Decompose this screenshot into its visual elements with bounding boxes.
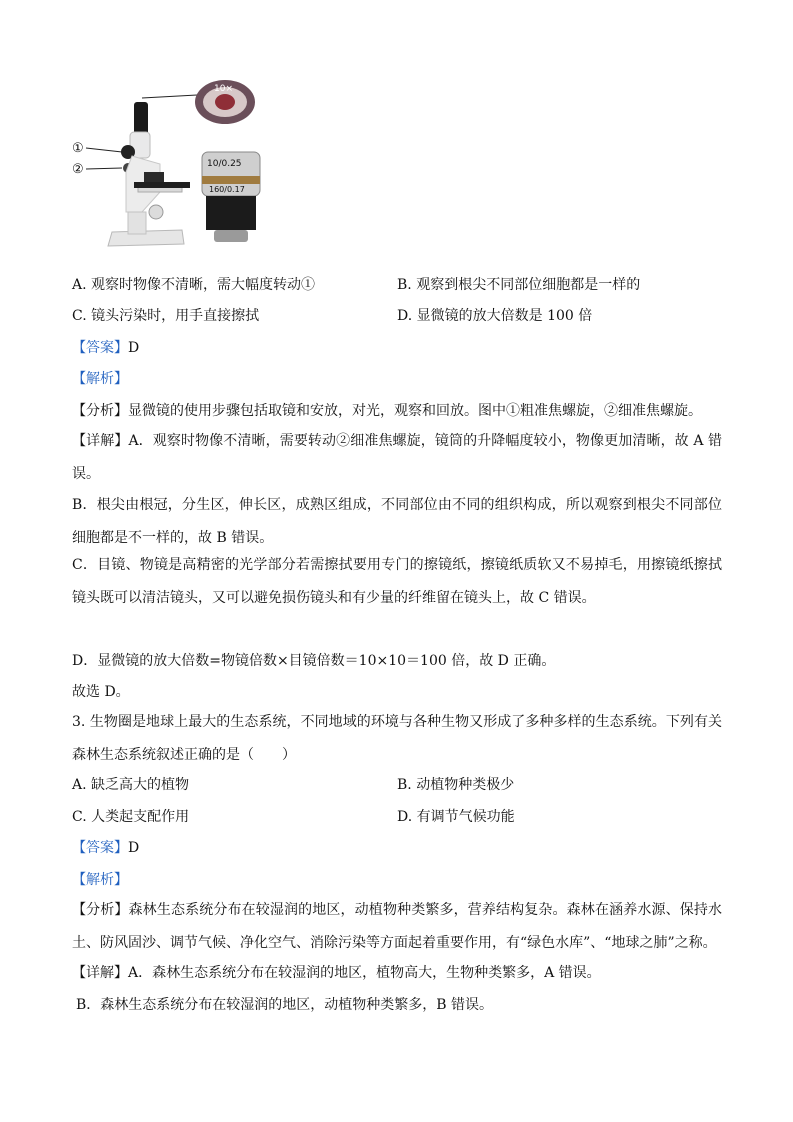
q3-answer-line (72, 838, 139, 858)
q3-option-c: C. 人类起支配作用 (72, 809, 190, 825)
xiangjie-tag: 【详解】 (72, 965, 128, 981)
xiangjie-text: A．森林生态系统分布在较湿润的地区，植物高大，生物种类繁多，A 错误。 (128, 965, 601, 981)
objective-inset (202, 152, 260, 242)
q2-option-c: C. 镜头污染时，用手直接擦拭 (72, 308, 260, 324)
answer-tag: 【答案】 (72, 340, 128, 356)
q3-option-d: D. 有调节气候功能 (397, 809, 515, 825)
q3-option-a: A. 缺乏高大的植物 (72, 777, 190, 793)
answer-tag: 【答案】 (72, 840, 128, 856)
q3-para-b: B．森林生态系统分布在较湿润的地区，动植物种类繁多，B 错误。 (76, 997, 494, 1013)
objective-label-1: 10/0.25 (207, 159, 242, 169)
q2-option-a: A. 观察时物像不清晰，需大幅度转动① (72, 277, 316, 293)
microscope-icon (108, 102, 190, 246)
q2-para-c: C．目镜、物镜是高精密的光学部分若需擦拭要用专门的擦镜纸，擦镜纸质软又不易掉毛，用擦镜纸擦拭镜头既可以清洁镜头，又可以避免损伤镜头和有少量的纤维留在镜头上，故 C 错误。 (72, 557, 722, 606)
marker-1: ① (72, 141, 84, 156)
q2-option-d: D. 显微镜的放大倍数是 100 倍 (397, 308, 593, 324)
fenxi-tag: 【分析】 (72, 902, 129, 918)
fenxi-text: 森林生态系统分布在较湿润的地区，动植物种类繁多，营养结构复杂。森林在涵养水源、保持水土、防风固沙、调节气候、净化空气、消除污染等方面起着重要作用，有“绿色水库”、“地球之肺”之称。 (72, 902, 723, 951)
marker-2: ② (72, 162, 84, 177)
xiangjie-text: A．观察时物像不清晰，需要转动②细准焦螺旋，镜筒的升降幅度较小，物像更加清晰，故 A 错误。 (72, 433, 723, 482)
microscope-figure (72, 72, 272, 252)
xiangjie-tag: 【详解】 (72, 433, 129, 449)
q2-fenxi-line (72, 401, 702, 421)
q3-xiangjie-line (72, 963, 601, 983)
answer-value: D (128, 840, 140, 856)
q2-jiexi-line (72, 369, 128, 389)
jiexi-tag: 【解析】 (72, 371, 128, 387)
q2-xiangjie-para (72, 425, 722, 491)
objective-label-2: 160/0.17 (209, 185, 245, 194)
answer-value: D (128, 340, 140, 356)
q2-answer-line (72, 338, 139, 358)
fenxi-text: 显微镜的使用步骤包括取镜和安放，对光，观察和回放。图中①粗准焦螺旋，②细准焦螺旋。 (128, 403, 702, 419)
eyepiece-label: 10× (214, 84, 233, 94)
q3-jiexi-line (72, 870, 128, 890)
q3-fenxi-para (72, 894, 722, 960)
q2-para-b: B．根尖由根冠，分生区，伸长区，成熟区组成，不同部位由不同的组织构成，所以观察到根尖不同部位细胞都是不一样的，故 B 错误。 (72, 497, 722, 546)
q2-option-b: B. 观察到根尖不同部位细胞都是一样的 (397, 277, 641, 293)
q3-stem: 3. 生物圈是地球上最大的生态系统，不同地域的环境与各种生物又形成了多种多样的生态系统。下列有关森林生态系统叙述正确的是（ ） (72, 714, 722, 763)
fenxi-tag: 【分析】 (72, 403, 128, 419)
jiexi-tag: 【解析】 (72, 872, 128, 888)
q3-option-b: B. 动植物种类极少 (397, 777, 515, 793)
q2-conclusion: 故选 D。 (72, 684, 130, 700)
q2-para-d: D．显微镜的放大倍数=物镜倍数×目镜倍数＝10×10＝100 倍，故 D 正确。 (72, 653, 556, 669)
